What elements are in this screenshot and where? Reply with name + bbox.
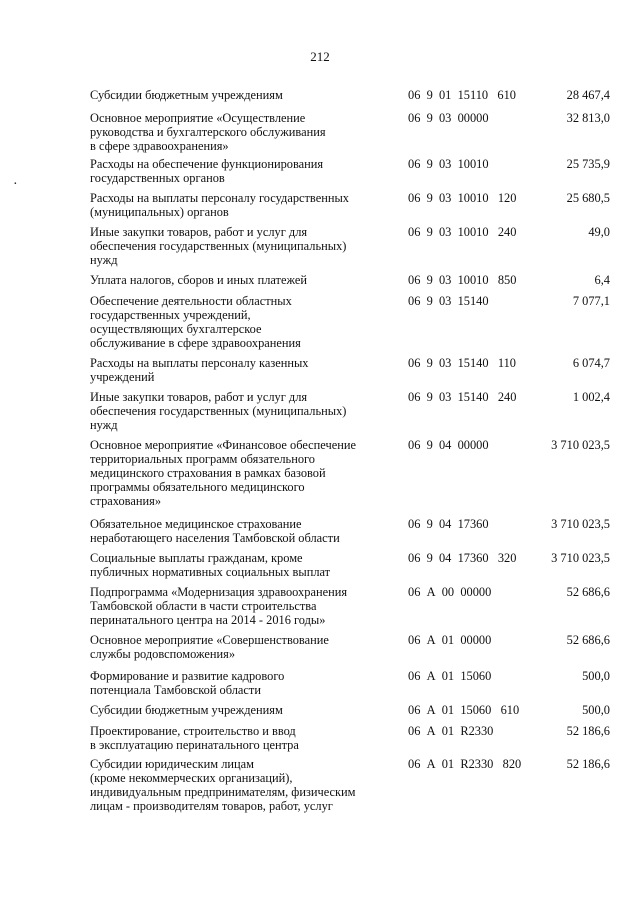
row-amount: 500,0 <box>582 703 610 717</box>
table-row <box>90 703 610 717</box>
row-code: 06 А 01 00000 <box>408 633 492 647</box>
row-name: Расходы на выплаты персоналу государственных (муниципальных) органов <box>90 191 349 219</box>
table-row <box>90 669 610 697</box>
row-name: Субсидии бюджетным учреждениям <box>90 88 283 102</box>
row-code: 06 9 03 15140 110 <box>408 356 516 370</box>
row-name: Подпрограмма «Модернизация здравоохранения Тамбовской области в части строительства перинатального центра на 2014 - 2016 годы» <box>90 585 348 627</box>
row-name: Основное мероприятие «Осуществление руководства и бухгалтерского обслуживания в сфере здравоохранения» <box>90 111 326 153</box>
row-code: 06 9 03 10010 240 <box>408 225 517 239</box>
row-code: 06 А 00 00000 <box>408 585 492 599</box>
row-name: Проектирование, строительство и ввод в эксплуатацию перинатального центра <box>90 724 299 752</box>
table-row <box>90 157 610 185</box>
row-amount: 28 467,4 <box>566 88 610 102</box>
row-name: Иные закупки товаров, работ и услуг для обеспечения государственных (муниципальных) нужд <box>90 225 347 267</box>
row-amount: 6 074,7 <box>572 356 610 370</box>
row-amount: 25 735,9 <box>566 157 610 171</box>
row-name: Субсидии бюджетным учреждениям <box>90 703 283 717</box>
table-row <box>90 88 610 102</box>
row-name: Основное мероприятие «Финансовое обеспечение территориальных программ обязательного медицинского страхования в рамках базовой программы обязательного медицинского страхования» <box>90 438 356 508</box>
row-name: Формирование и развитие кадрового потенциала Тамбовской области <box>90 669 285 697</box>
row-amount: 52 186,6 <box>566 757 610 771</box>
table-row <box>90 517 610 545</box>
row-name: Уплата налогов, сборов и иных платежей <box>90 273 308 287</box>
row-code: 06 9 04 17360 <box>408 517 489 531</box>
table-row <box>90 390 610 432</box>
row-name: Социальные выплаты гражданам, кроме публичных нормативных социальных выплат <box>90 551 331 579</box>
row-amount: 3 710 023,5 <box>551 438 610 452</box>
table-row <box>90 438 610 508</box>
row-code: 06 9 04 17360 320 <box>408 551 517 565</box>
row-amount: 52 686,6 <box>566 633 610 647</box>
table-row <box>90 273 610 287</box>
row-code: 06 9 03 00000 <box>408 111 489 125</box>
row-amount: 1 002,4 <box>572 390 610 404</box>
page-number: 212 <box>310 49 330 64</box>
row-code: 06 9 03 15140 240 <box>408 390 517 404</box>
row-amount: 32 813,0 <box>566 111 610 125</box>
table-row <box>90 551 610 579</box>
table-row <box>90 356 610 384</box>
row-code: 06 9 01 15110 610 <box>408 88 516 102</box>
row-amount: 3 710 023,5 <box>551 551 610 565</box>
table-row <box>90 191 610 219</box>
row-code: 06 9 03 15140 <box>408 294 489 308</box>
table-row <box>90 757 610 813</box>
row-amount: 3 710 023,5 <box>551 517 610 531</box>
row-name: Обеспечение деятельности областных государственных учреждений, осуществляющих бухгалтерское обслуживание в сфере здравоохранения <box>90 294 301 350</box>
table-row <box>90 294 610 350</box>
row-code: 06 А 01 R2330 <box>408 724 494 738</box>
row-amount: 500,0 <box>582 669 610 683</box>
stray-mark: · <box>13 177 18 192</box>
row-code: 06 9 04 00000 <box>408 438 489 452</box>
row-amount: 6,4 <box>594 273 610 287</box>
row-amount: 7 077,1 <box>572 294 610 308</box>
row-name: Обязательное медицинское страхование неработающего населения Тамбовской области <box>90 517 340 545</box>
row-code: 06 9 03 10010 120 <box>408 191 517 205</box>
row-name: Субсидии юридическим лицам (кроме некоммерческих организаций), индивидуальным предпринимателям, физическим лицам - производителям товаров, работ, услуг <box>90 757 356 813</box>
table-row <box>90 585 610 627</box>
row-code: 06 А 01 R2330 820 <box>408 757 522 771</box>
row-name: Основное мероприятие «Совершенствование службы родовспоможения» <box>90 633 329 661</box>
row-name: Расходы на обеспечение функционирования государственных органов <box>90 157 324 185</box>
table-row <box>90 724 610 752</box>
row-amount: 52 186,6 <box>566 724 610 738</box>
row-code: 06 А 01 15060 <box>408 669 492 683</box>
row-code: 06 9 03 10010 850 <box>408 273 517 287</box>
table-row <box>90 633 610 661</box>
row-name: Иные закупки товаров, работ и услуг для обеспечения государственных (муниципальных) нужд <box>90 390 347 432</box>
row-amount: 49,0 <box>588 225 610 239</box>
row-name: Расходы на выплаты персоналу казенных учреждений <box>90 356 309 384</box>
row-amount: 52 686,6 <box>566 585 610 599</box>
row-amount: 25 680,5 <box>566 191 610 205</box>
row-code: 06 А 01 15060 610 <box>408 703 520 717</box>
row-code: 06 9 03 10010 <box>408 157 489 171</box>
table-row <box>90 225 610 267</box>
table-row <box>90 111 610 153</box>
